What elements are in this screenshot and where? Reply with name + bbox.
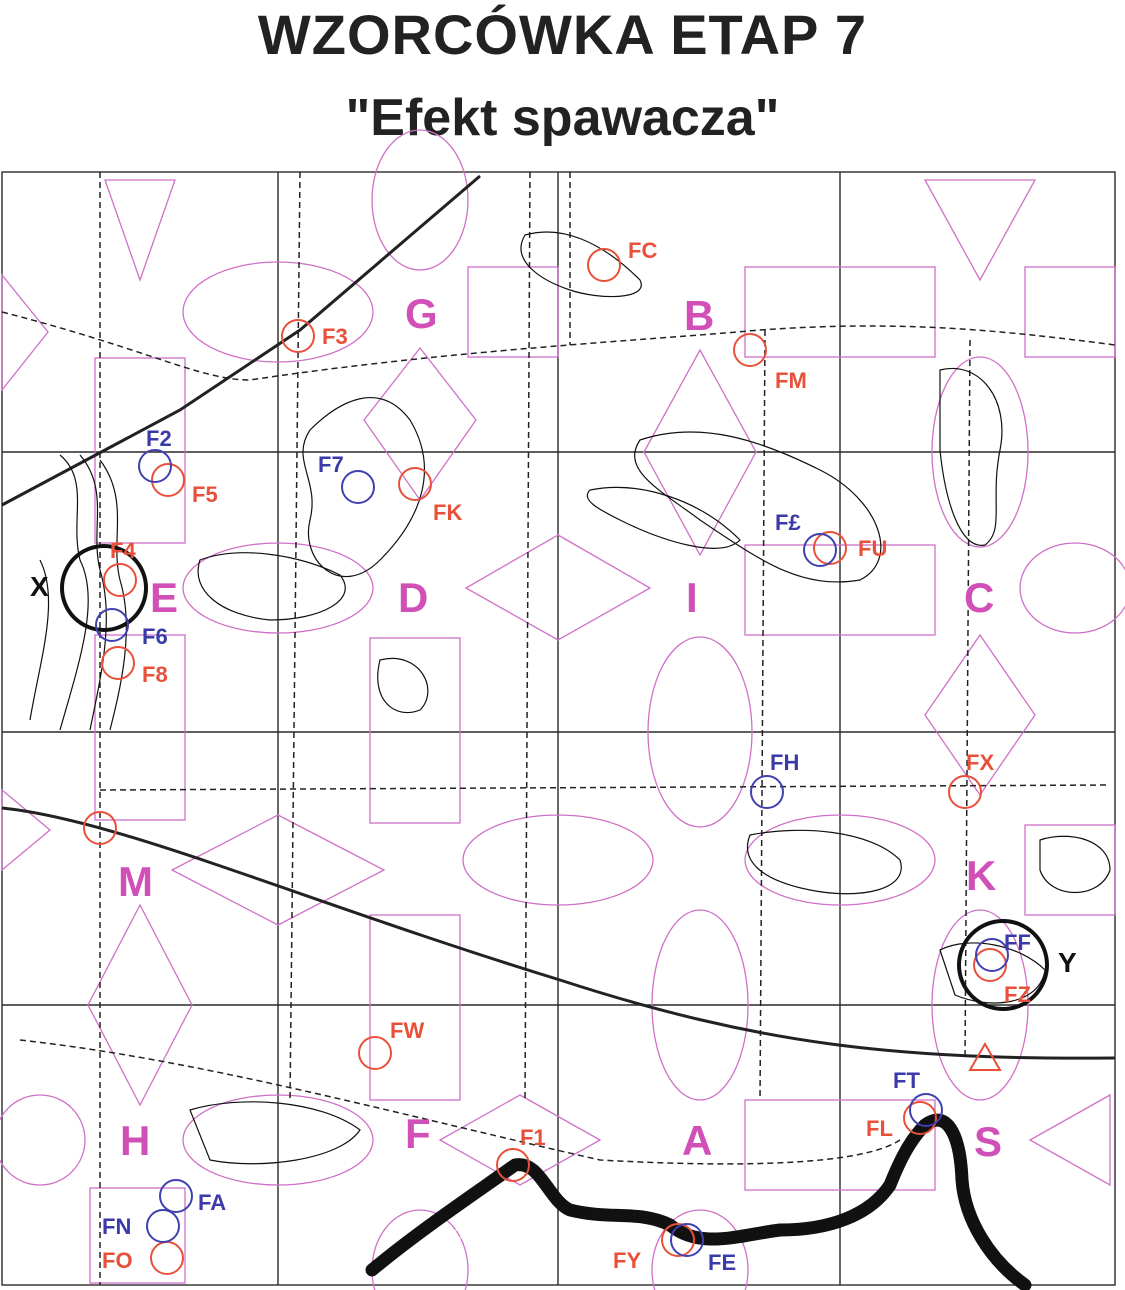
control-circle bbox=[147, 1210, 179, 1242]
control-label: FA bbox=[198, 1190, 227, 1215]
control-label: FU bbox=[858, 536, 888, 561]
control-label: F1 bbox=[520, 1125, 546, 1150]
control-label: FZ bbox=[1004, 982, 1031, 1007]
map-subtitle: "Efekt spawacza" bbox=[345, 89, 780, 147]
zone-label: F bbox=[405, 1110, 431, 1157]
zone-label: C bbox=[964, 574, 995, 621]
control-label: F7 bbox=[318, 452, 344, 477]
zone-label: H bbox=[120, 1117, 151, 1164]
zone-label: S bbox=[974, 1118, 1003, 1165]
control-label: F£ bbox=[775, 510, 801, 535]
control-label: F6 bbox=[142, 624, 168, 649]
zone-label: B bbox=[684, 292, 715, 339]
control-label: F4 bbox=[110, 538, 136, 563]
control-circle bbox=[588, 249, 620, 281]
zone-letters bbox=[118, 290, 1002, 1165]
contours bbox=[30, 232, 1110, 1164]
zone-label: D bbox=[398, 574, 429, 621]
control-label: FW bbox=[390, 1018, 425, 1043]
control-label: FE bbox=[708, 1250, 737, 1275]
control-label: FM bbox=[775, 368, 807, 393]
zone-label: G bbox=[405, 290, 438, 337]
control-circle bbox=[342, 471, 374, 503]
control-label: FL bbox=[866, 1116, 893, 1141]
control-label: FO bbox=[102, 1248, 133, 1273]
zone-label: I bbox=[686, 574, 698, 621]
control-circle bbox=[359, 1037, 391, 1069]
zone-label: K bbox=[966, 852, 997, 899]
highlight-rings bbox=[30, 546, 1077, 1009]
ring-label: Y bbox=[1058, 947, 1077, 978]
ring-label: X bbox=[30, 571, 49, 602]
control-circle bbox=[160, 1180, 192, 1212]
control-label: F8 bbox=[142, 662, 168, 687]
zone-label: A bbox=[682, 1117, 713, 1164]
control-label: FH bbox=[770, 750, 800, 775]
zone-label: M bbox=[118, 858, 153, 905]
control-label: FC bbox=[628, 238, 658, 263]
control-label: F5 bbox=[192, 482, 218, 507]
control-circle bbox=[151, 1242, 183, 1274]
control-label: FF bbox=[1004, 930, 1031, 955]
control-label: FY bbox=[613, 1248, 642, 1273]
control-label: FN bbox=[102, 1214, 132, 1239]
map-title: WZORCÓWKA ETAP 7 bbox=[257, 3, 868, 66]
control-circle bbox=[139, 450, 171, 482]
control-label: FT bbox=[893, 1068, 920, 1093]
control-label: FK bbox=[433, 500, 463, 525]
control-label: FX bbox=[966, 750, 995, 775]
river-label: Drwęca bbox=[450, 1202, 499, 1243]
control-circle bbox=[751, 776, 783, 808]
control-circle bbox=[949, 776, 981, 808]
pattern-symbols bbox=[0, 130, 1125, 1290]
zone-label: E bbox=[150, 574, 179, 621]
control-circle bbox=[399, 468, 431, 500]
control-label: F2 bbox=[146, 426, 172, 451]
control-circle bbox=[152, 464, 184, 496]
control-circle bbox=[734, 334, 766, 366]
control-label: F3 bbox=[322, 324, 348, 349]
control-circle bbox=[102, 647, 134, 679]
